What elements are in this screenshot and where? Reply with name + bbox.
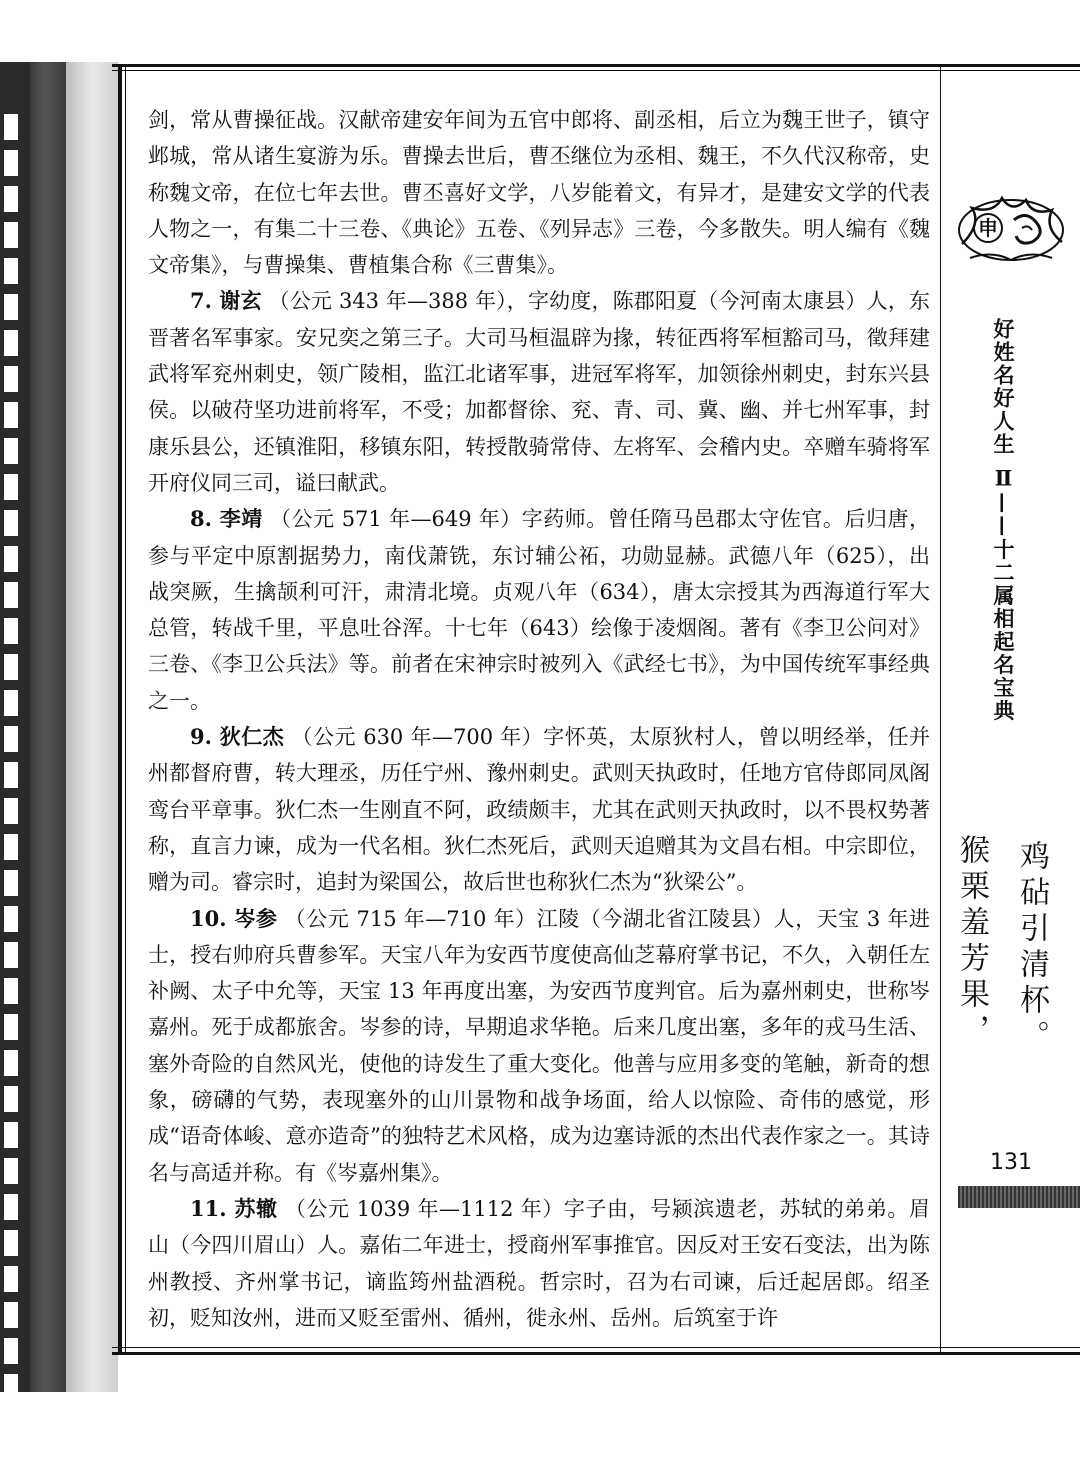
film-sprocket-hole xyxy=(4,294,18,320)
book-gutter xyxy=(66,62,118,1392)
film-sprocket-hole xyxy=(4,258,18,284)
film-sprocket-hole xyxy=(4,726,18,752)
entry-heading: 10. 岑参 xyxy=(190,905,278,931)
film-sprocket-hole xyxy=(4,438,18,464)
logo-character: 申 xyxy=(978,216,998,240)
film-sprocket-hole xyxy=(4,1014,18,1040)
top-border-rule-thin xyxy=(112,70,1080,71)
entry-heading: 8. 李靖 xyxy=(190,506,263,532)
film-sprocket-hole xyxy=(4,114,18,140)
page-number: 131 xyxy=(990,1150,1032,1175)
film-sprocket-hole xyxy=(4,222,18,248)
film-sprocket-hole xyxy=(4,978,18,1004)
film-sprocket-hole xyxy=(4,366,18,392)
film-strip-decoration xyxy=(0,62,66,1392)
film-sprocket-hole xyxy=(4,1302,18,1328)
bottom-border-rule xyxy=(112,1352,1080,1355)
entry-su-zhe xyxy=(148,1191,930,1336)
left-border-rule xyxy=(118,64,122,1354)
film-sprocket-hole xyxy=(4,330,18,356)
film-sprocket-hole xyxy=(4,942,18,968)
film-sprocket-hole xyxy=(4,1374,18,1392)
paragraph-continuation: 剑，常从曹操征战。汉献帝建安年间为五官中郎将、副丞相，后立为魏王世子，镇守邺城，常从诸生宴游为乐。曹操去世后，曹丕继位为丞相、魏王，不久代汉称帝，史称魏文帝，在位七年去世。曹丕喜好文学，八岁能着文，有异才，是建安文学的代表人物之一，有集二十三卷、《典论》五卷、《列异志》三卷，今多散失。明人编有《魏文帝集》，与曹操集、曹植集合称《三曹集》。 xyxy=(148,108,930,278)
film-sprocket-hole xyxy=(4,150,18,176)
film-sprocket-hole xyxy=(4,546,18,572)
film-sprocket-hole xyxy=(4,762,18,788)
poem-line-1: 鸡砧引清杯。 xyxy=(1014,840,1049,1056)
film-sprocket-hole xyxy=(4,1230,18,1256)
film-sprocket-hole xyxy=(4,1266,18,1292)
film-strip-inner xyxy=(30,62,66,1392)
entry-xie-xuan xyxy=(148,283,930,501)
film-sprocket-hole xyxy=(4,1122,18,1148)
entry-heading: 7. 谢玄 xyxy=(190,288,262,314)
film-sprocket-hole xyxy=(4,1194,18,1220)
entry-body: （公元 715 年—710 年）江陵（今湖北省江陵县）人，天宝 3 年进士，授右帅府兵曹参军。天宝八年为安西节度使高仙芝幕府掌书记，不久，入朝任左补阙、太子中允等，天宝 13 年再度出塞，为安西节度判官。后为嘉州刺史，世称岑嘉州。死于成都旅舍。岑参的诗，早期追求华艳。后来几度出塞，多年的戎马生活、塞外奇险的自然风光，使他的诗发生了重大变化。他善与应用多变的笔触，新奇的想象，磅礴的气势，表现塞外的山川景物和战争场面，给人以惊险、奇伟的感觉，形成“语奇体峻、意亦造奇”的独特艺术风格，成为边塞诗派的杰出代表作家之一。其诗名与高适并称。有《岑嘉州集》。 xyxy=(148,906,930,1185)
book-title-vertical: 好姓名好人生 Ⅱ——十二属相起名宝典 xyxy=(991,318,1016,723)
film-sprocket-hole xyxy=(4,474,18,500)
main-text-block xyxy=(148,102,930,1336)
sidebar-separator-rule xyxy=(940,64,941,1354)
entry-heading: 9. 狄仁杰 xyxy=(190,724,285,750)
entry-heading: 11. 苏辙 xyxy=(190,1195,278,1221)
film-sprocket-hole xyxy=(4,1050,18,1076)
film-sprocket-hole xyxy=(4,654,18,680)
entry-body: （公元 571 年—649 年）字药师。曾任隋马邑郡太守佐官。后归唐，参与平定中原割据势力，南伐萧铣，东讨辅公祏，功勋显赫。武德八年（625），出战突厥，生擒颉利可汗，肃清北境。贞观八年（634），唐太宗授其为西海道行军大总管，转战千里，平息吐谷浑。十七年（643）绘像于凌烟阁。著有《李卫公问对》三卷、《李卫公兵法》等。前者在宋神宗时被列入《武经七书》，为中国传统军事经典之一。 xyxy=(148,507,930,713)
entry-body: （公元 343 年—388 年），字幼度，陈郡阳夏（今河南太康县）人，东晋著名军事家。安兄奕之第三子。大司马桓温辟为掾，转征西将军桓豁司马，徵拜建武将军兖州刺史，领广陵相，监江北诸军事，进冠军将军，加领徐州刺史，封东兴县侯。以破苻坚功进前将军，不受；加都督徐、兖、青、司、冀、幽、并七州军事，封康乐县公，还镇淮阳，移镇东阳，转授散骑常侍、左将军、会稽内史。卒赠车骑将军开府仪同三司，谥曰献武。 xyxy=(148,289,930,495)
film-sprocket-hole xyxy=(4,906,18,932)
film-sprocket-hole xyxy=(4,870,18,896)
film-sprocket-hole xyxy=(4,582,18,608)
film-sprocket-hole xyxy=(4,690,18,716)
entry-body: （公元 1039 年—1112 年）字子由，号颍滨遗老，苏轼的弟弟。眉山（今四川眉山）人。嘉佑二年进士，授商州军事推官。因反对王安石变法，出为陈州教授、齐州掌书记，谪监筠州盐酒税。哲宗时，召为右司谏，后迁起居郎。绍圣初，贬知汝州，进而又贬至雷州、循州，徙永州、岳州。后筑室于许 xyxy=(148,1196,930,1330)
entry-cen-shen xyxy=(148,901,930,1191)
thumb-index-tab xyxy=(958,1186,1080,1208)
film-sprocket-hole xyxy=(4,402,18,428)
film-sprocket-hole xyxy=(4,618,18,644)
top-border-rule xyxy=(112,64,1080,67)
entry-li-jing xyxy=(148,501,930,719)
poem-line-2: 猴栗羞芳果， xyxy=(954,834,989,1050)
bottom-border-rule-thin xyxy=(112,1347,1080,1348)
zodiac-logo-icon xyxy=(952,184,1070,270)
left-border-rule-thin xyxy=(125,64,126,1354)
film-sprocket-hole xyxy=(4,1086,18,1112)
film-sprocket-hole xyxy=(4,510,18,536)
film-sprocket-hole xyxy=(4,798,18,824)
entry-body: （公元 630 年—700 年）字怀英，太原狄村人，曾以明经举，任并州都督府曹，转大理丞，历任宁州、豫州刺史。武则天执政时，任地方官侍郎同凤阁鸾台平章事。狄仁杰一生刚直不阿，政绩颇丰，尤其在武则天执政时，以不畏权势著称，直言力谏，成为一代名相。狄仁杰死后，武则天追赠其为文昌右相。中宗即位，赠为司。睿宗时，追封为梁国公，故后世也称狄仁杰为“狄梁公”。 xyxy=(148,725,930,895)
film-sprocket-hole xyxy=(4,834,18,860)
film-sprocket-hole xyxy=(4,1338,18,1364)
film-sprocket-hole xyxy=(4,1158,18,1184)
entry-di-renjie xyxy=(148,719,930,900)
film-sprocket-hole xyxy=(4,186,18,212)
